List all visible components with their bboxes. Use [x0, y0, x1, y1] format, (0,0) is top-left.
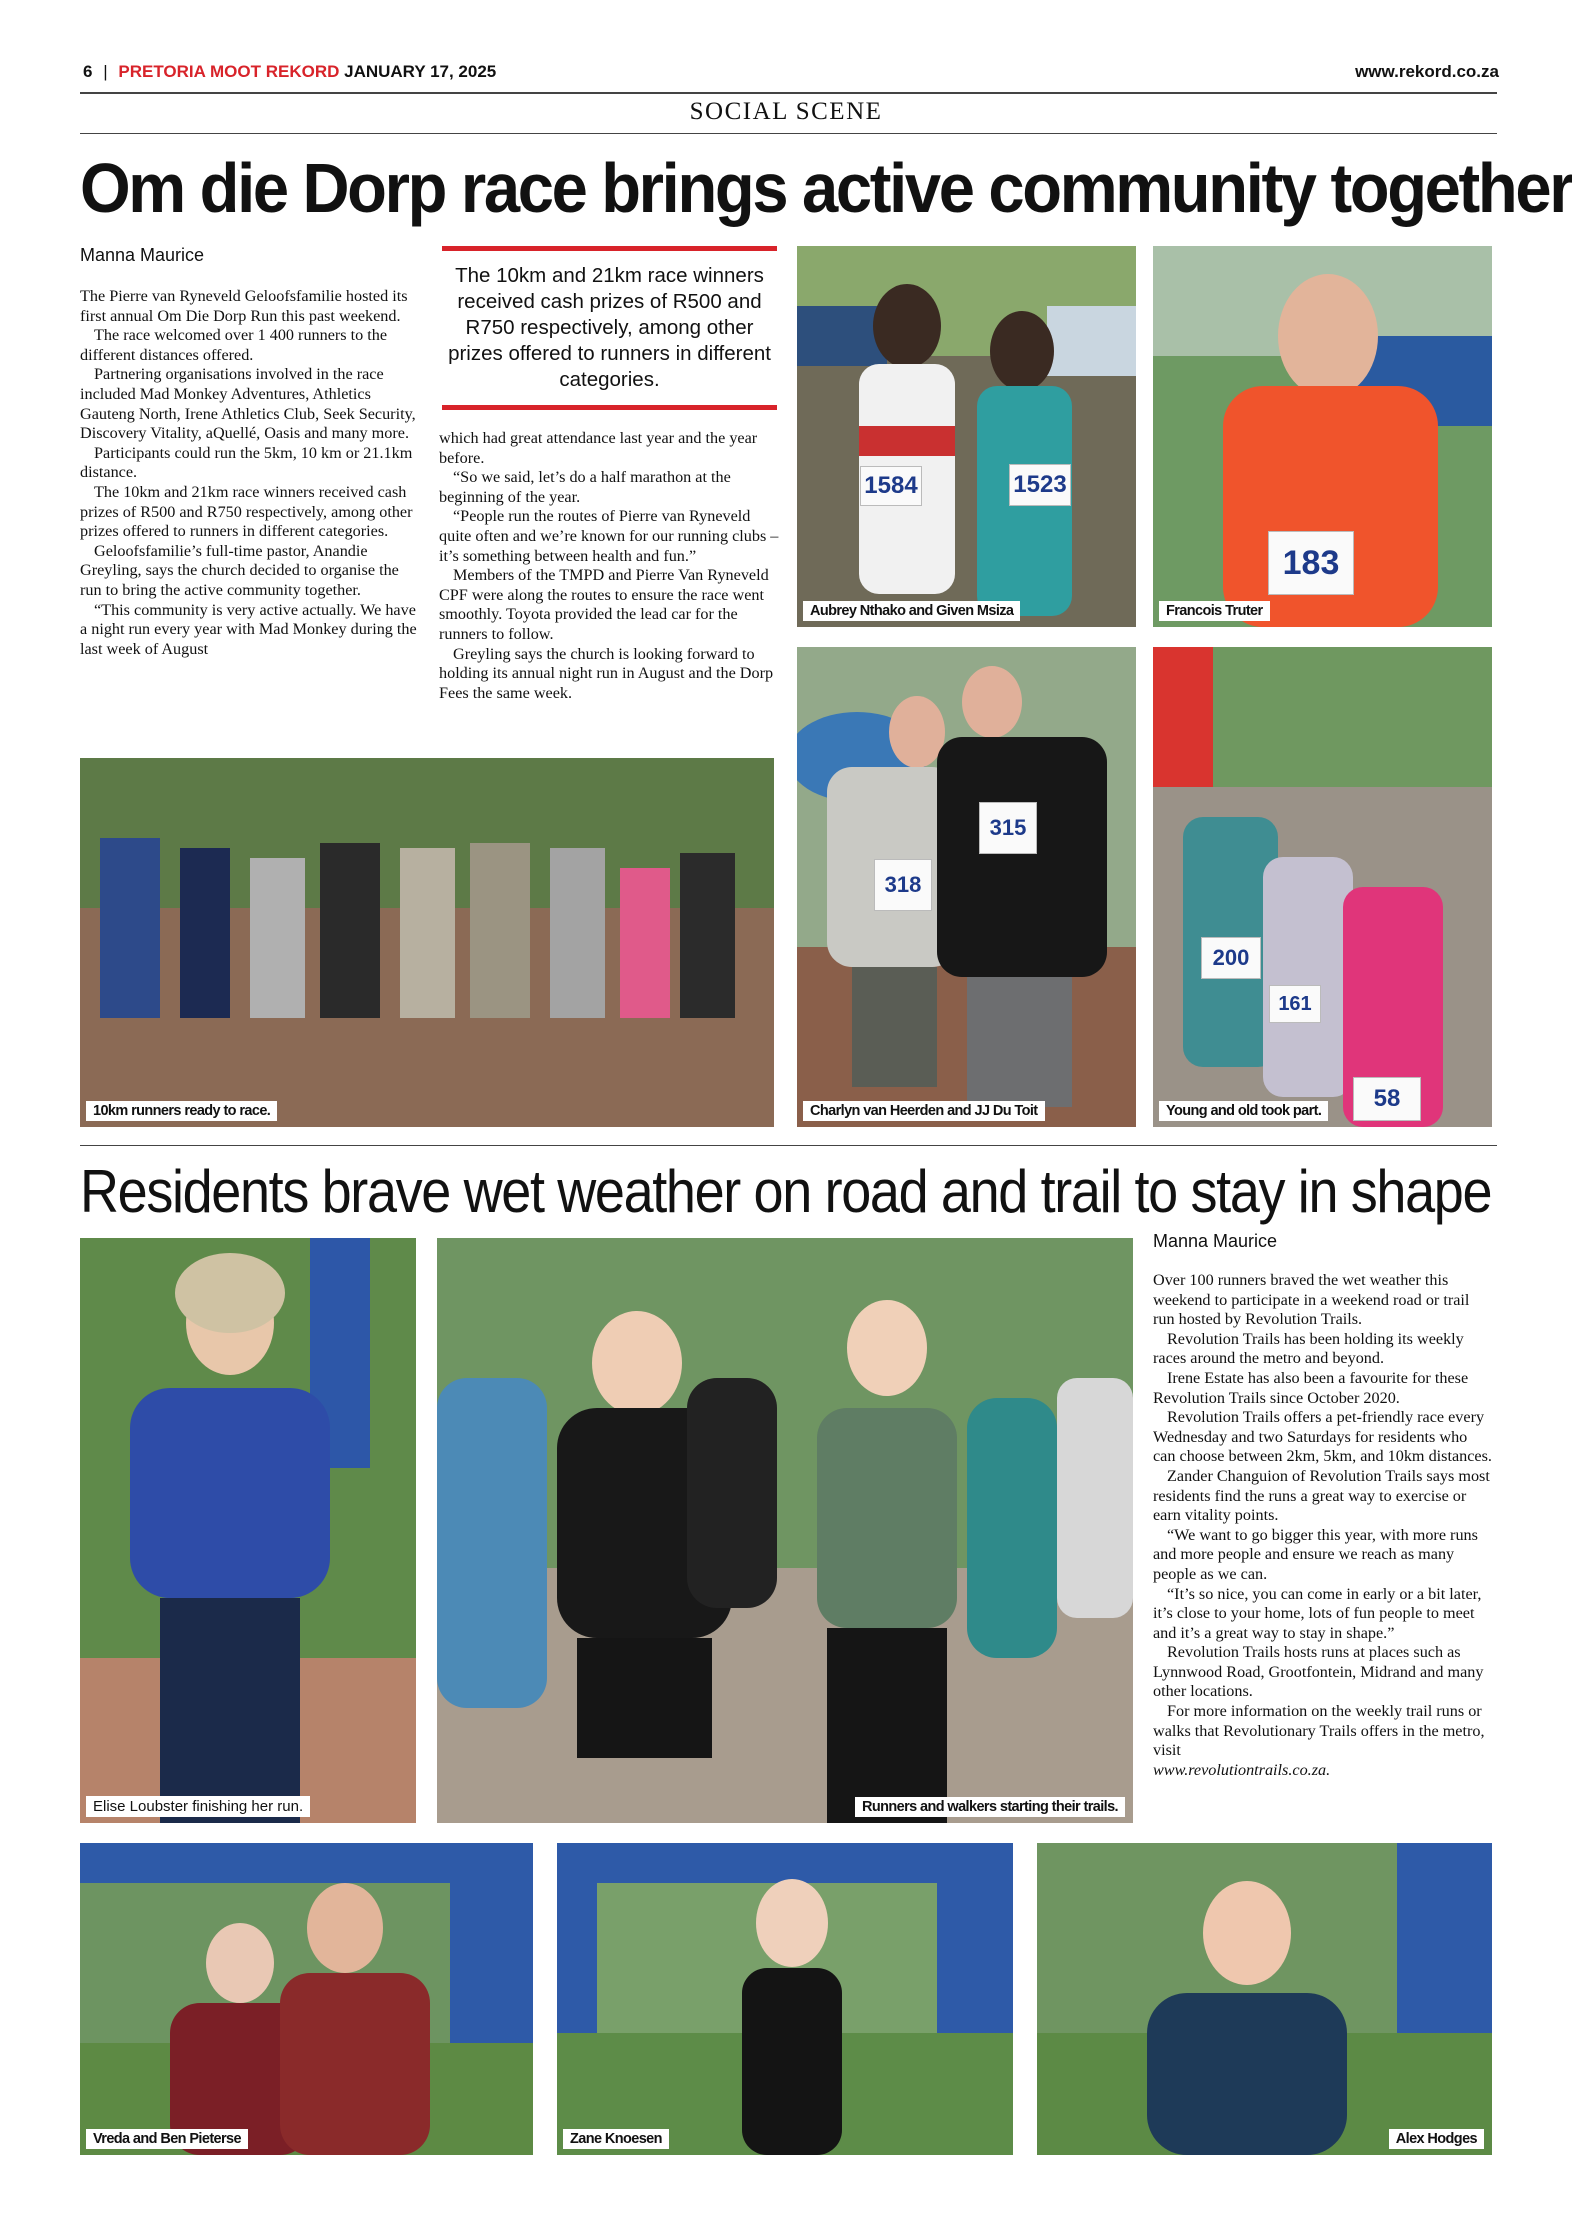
photo-caption: Alex Hodges	[1389, 2129, 1484, 2149]
page-number: 6	[83, 62, 93, 81]
photo-scene	[797, 647, 1136, 1127]
paragraph: The Pierre van Ryneveld Geloofsfamilie hosted its first annual Om Die Dorp Run this past weekend.	[80, 287, 408, 325]
issue-date: JANUARY 17, 2025	[344, 62, 497, 81]
paragraph: Partnering organisations involved in the race included Mad Monkey Adventures, Athletics Gauteng North, Irene Athletics Club, Seek Security, Discovery Vitality, aQuellé, Oasis and many more.	[80, 365, 416, 443]
race-bib: 1523	[1009, 464, 1071, 506]
paragraph: “This community is very active actually. We have a night run every year with Mad Monkey during the last week of August	[80, 600, 417, 658]
photo-caption: 10km runners ready to race.	[86, 1101, 277, 1121]
paragraph: Participants could run the 5km, 10 km or 21.1km distance.	[80, 443, 413, 482]
race-bib: 318	[874, 859, 932, 911]
photo-scene	[80, 1843, 533, 2155]
photo-caption: Young and old took part.	[1159, 1101, 1328, 1121]
photo-aubrey-given	[797, 246, 1136, 627]
photo-caption: Runners and walkers starting their trails.	[855, 1797, 1125, 1817]
photo-caption: Francois Truter	[1159, 601, 1270, 621]
publication-name: PRETORIA MOOT REKORD	[118, 62, 340, 81]
article2-byline: Manna Maurice	[1153, 1231, 1278, 1251]
pull-quote: The 10km and 21km race winners received cash prizes of R500 and R750 respectively, among other prizes offered to runners in different categories.	[442, 246, 777, 410]
paragraph: Members of the TMPD and Pierre Van Ryneveld CPF were along the routes to ensure the race went smoothly. Toyota provided the lead car for the runners to follow.	[439, 566, 769, 643]
photo-caption: Vreda and Ben Pieterse	[86, 2129, 248, 2149]
article-divider	[80, 1145, 1497, 1146]
photo-runners-walkers	[437, 1238, 1133, 1823]
revolution-trails-website[interactable]: www.revolutiontrails.co.za.	[1153, 1760, 1331, 1779]
photo-caption: Charlyn van Heerden and JJ Du Toit	[803, 1101, 1045, 1121]
photo-francois-truter	[1153, 246, 1492, 627]
photo-caption: Zane Knoesen	[563, 2129, 669, 2149]
photo-scene	[80, 1238, 416, 1823]
photo-scene	[557, 1843, 1013, 2155]
paragraph: The race welcomed over 1 400 runners to the different distances offered.	[80, 326, 388, 364]
race-bib: 315	[979, 802, 1037, 854]
photo-scene	[797, 246, 1136, 627]
article1-column-2	[439, 429, 779, 703]
article2-headline: Residents brave wet weather on road and trail to stay in shape	[80, 1158, 1492, 1225]
photo-elise-loubster	[80, 1238, 416, 1823]
article1-column-1	[80, 287, 418, 659]
race-bib: 161	[1269, 985, 1321, 1023]
race-bib: 200	[1201, 937, 1261, 979]
article1-byline: Manna Maurice	[80, 245, 205, 265]
photo-scene	[1153, 647, 1492, 1127]
paragraph: Irene Estate has also been a favourite for these Revolution Trails since October 2020.	[1153, 1368, 1469, 1407]
photo-vreda-ben	[80, 1843, 533, 2155]
photo-scene	[80, 758, 774, 1127]
page-header-left	[83, 62, 496, 82]
paragraph: The 10km and 21km race winners received cash prizes of R500 and R750 respectively, among other prizes offered to runners in different categories.	[80, 482, 413, 541]
paragraph: “It’s so nice, you can come in early or a bit later, it’s close to your home, lots of fun people to meet and it’s a great way to stay in shape.”	[1153, 1584, 1482, 1642]
section-title: SOCIAL SCENE	[689, 98, 883, 125]
photo-scene	[1037, 1843, 1492, 2155]
photo-alex-hodges	[1037, 1843, 1492, 2155]
photo-young-and-old	[1153, 647, 1492, 1127]
race-bib: 1584	[860, 466, 922, 506]
photo-zane-knoesen	[557, 1843, 1013, 2155]
header-rule	[80, 92, 1497, 94]
photo-caption: Aubrey Nthako and Given Msiza	[803, 601, 1020, 621]
photo-scene	[437, 1238, 1133, 1823]
paragraph: “People run the routes of Pierre van Ryneveld quite often and we’re known for our running clubs – it’s something between health and fun.”	[439, 507, 779, 565]
paragraph: “So we said, let’s do a half marathon at the beginning of the year.	[439, 468, 731, 506]
section-rule	[80, 133, 1497, 134]
photo-charlyn-jj	[797, 647, 1136, 1127]
paragraph: Zander Changuion of Revolution Trails says most residents find the runs a great way to exercise or earn vitality points.	[1153, 1466, 1490, 1525]
article2-column	[1153, 1271, 1493, 1780]
paragraph: which had great attendance last year and the year before.	[439, 429, 758, 467]
website-link[interactable]: www.rekord.co.za	[1355, 62, 1499, 81]
paragraph: “We want to go bigger this year, with more runs and more people and ensure we reach as many people as we can.	[1153, 1525, 1478, 1583]
paragraph: Geloofsfamilie’s full-time pastor, Anandie Greyling, says the church decided to organise the run to bring the active community together.	[80, 541, 399, 599]
paragraph: Greyling says the church is looking forward to holding its annual night run in August and the Dorp Fees the same week.	[439, 644, 774, 702]
paragraph: Over 100 runners braved the wet weather this weekend to participate in a weekend road or trail run hosted by Revolution Trails.	[1153, 1271, 1470, 1329]
photo-10km-runners	[80, 758, 774, 1127]
paragraph: Revolution Trails offers a pet-friendly race every Wednesday and two Saturdays for residents who can choose between 2km, 5km, and 10km distances.	[1153, 1408, 1492, 1466]
race-bib: 58	[1353, 1077, 1421, 1121]
paragraph: Revolution Trails hosts runs at places such as Lynnwood Road, Grootfontein, Midrand and many other locations.	[1153, 1643, 1484, 1701]
article1-headline: Om die Dorp race brings active community together	[80, 149, 1572, 227]
race-bib: 183	[1268, 531, 1354, 595]
paragraph: Revolution Trails has been holding its weekly races around the metro and beyond.	[1153, 1329, 1464, 1368]
paragraph: For more information on the weekly trail runs or walks that Revolutionary Trails offers in the metro, visit	[1153, 1702, 1485, 1760]
photo-caption: Elise Loubster finishing her run.	[86, 1796, 310, 1817]
header-separator: |	[103, 62, 108, 81]
